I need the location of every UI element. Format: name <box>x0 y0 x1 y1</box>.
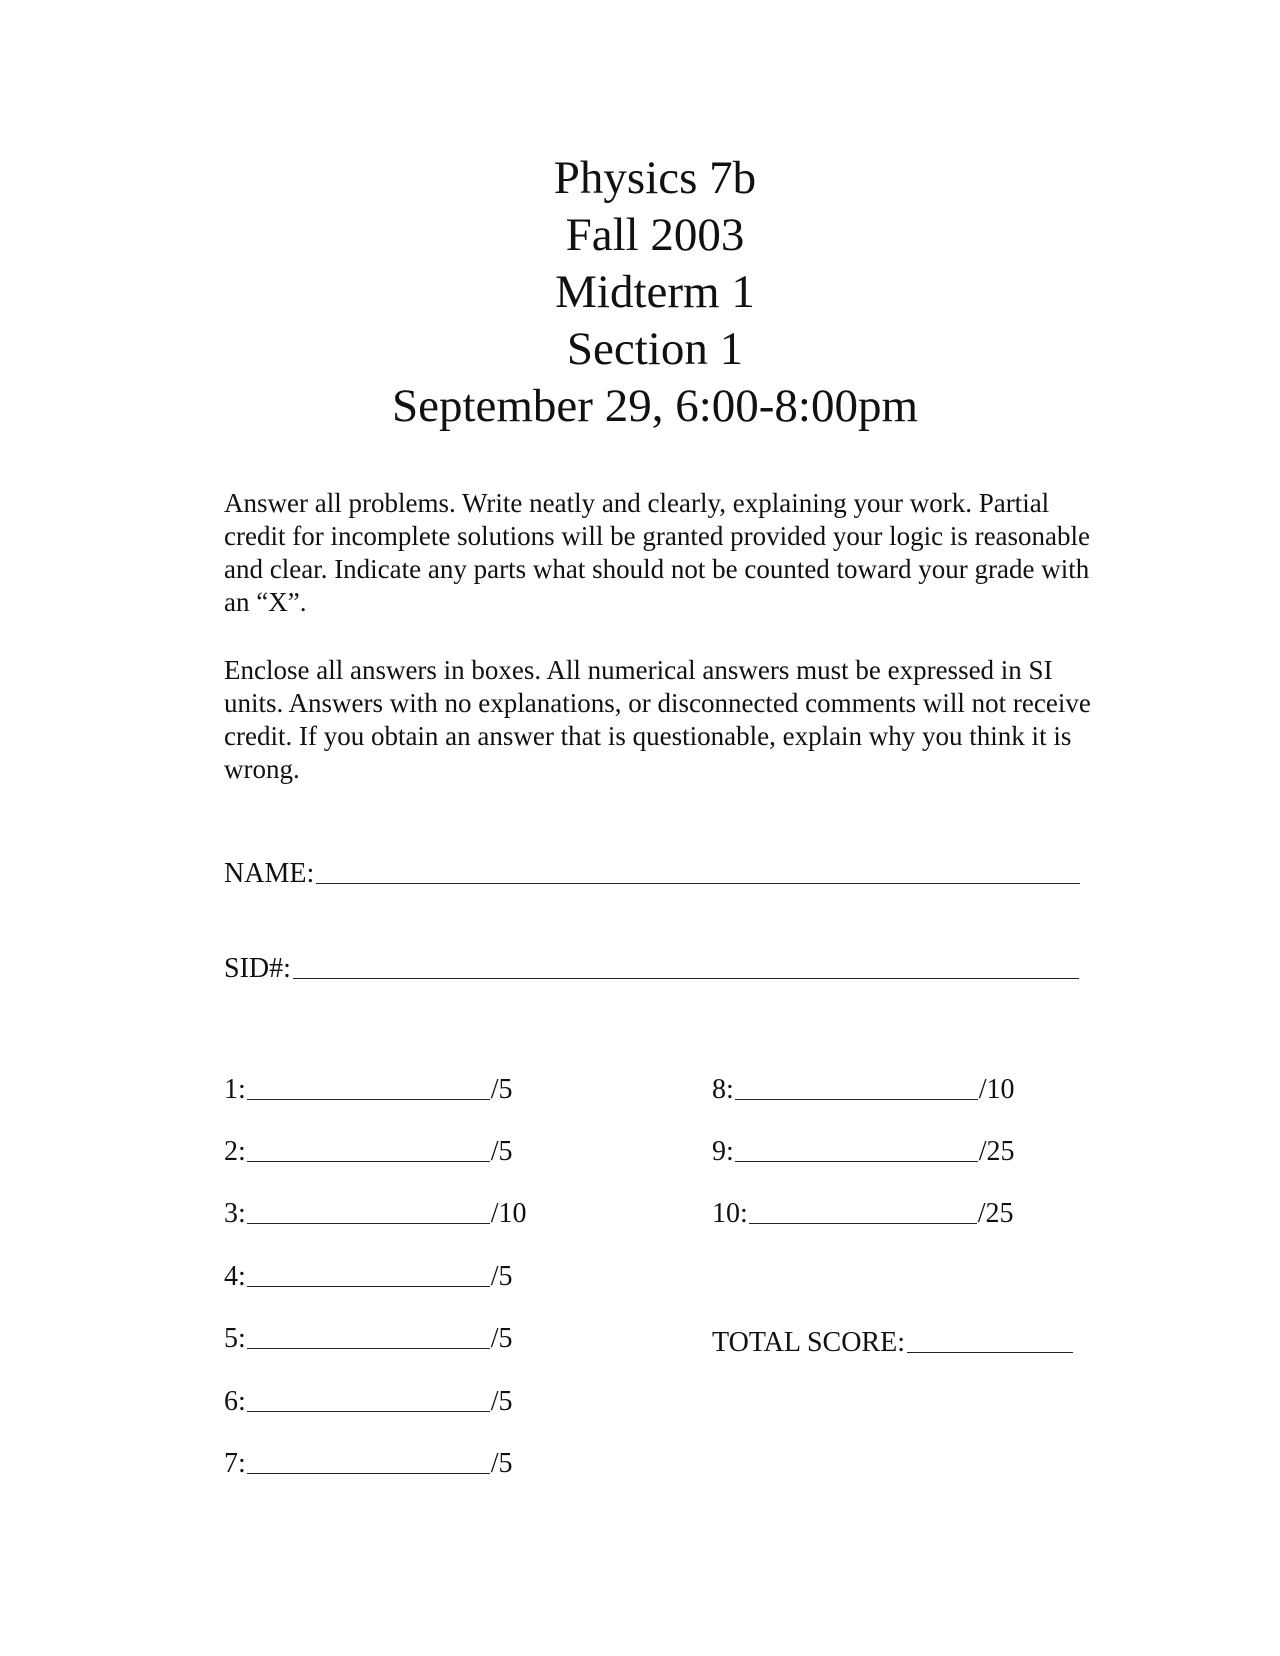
score-label: 6: <box>224 1386 246 1417</box>
section: Section 1 <box>566 323 744 375</box>
score-label: 2: <box>224 1136 246 1167</box>
score-label: 1: <box>224 1074 246 1105</box>
instructions-paragraph-2: Enclose all answers in boxes. All numerical answers must be expressed in SI units. Answers with no explanations, or disconnected comments will not receive credit. If you obtain an answer that is questionable, explain why you think it is wrong. <box>224 655 1091 784</box>
score-row-9[interactable] <box>712 1135 1015 1169</box>
score-max: /5 <box>490 1448 513 1479</box>
score-max: /5 <box>490 1261 513 1292</box>
instructions-paragraph-1: Answer all problems. Write neatly and clearly, explaining your work. Partial credit for incomplete solutions will be granted provided your logic is reasonable and clear. Indicate any parts what should not be counted toward your grade with an “X”. <box>224 488 1091 617</box>
score-blank-line[interactable] <box>247 1411 490 1412</box>
score-blank-line[interactable] <box>247 1348 490 1349</box>
score-max: /10 <box>490 1198 527 1229</box>
sid-label: SID#: <box>224 953 291 984</box>
score-row-6[interactable] <box>224 1385 513 1419</box>
sid-blank-line[interactable] <box>293 978 1079 979</box>
exam-date-time: September 29, 6:00-8:00pm <box>391 380 919 432</box>
score-row-8[interactable] <box>712 1073 1015 1107</box>
score-max: /5 <box>490 1074 513 1105</box>
score-row-2[interactable] <box>224 1135 513 1169</box>
score-label: 7: <box>224 1448 246 1479</box>
total-score-label: TOTAL SCORE: <box>712 1327 905 1358</box>
score-max: /5 <box>490 1136 513 1167</box>
score-label: 3: <box>224 1198 246 1229</box>
total-score-field[interactable] <box>712 1326 1073 1360</box>
score-blank-line[interactable] <box>247 1473 490 1474</box>
course-title: Physics 7b <box>553 152 757 204</box>
score-label: 9: <box>712 1136 734 1167</box>
score-row-1[interactable] <box>224 1073 513 1107</box>
score-label: 5: <box>224 1323 246 1354</box>
exam-name: Midterm 1 <box>555 266 755 318</box>
score-blank-line[interactable] <box>247 1223 490 1224</box>
score-row-4[interactable] <box>224 1260 513 1294</box>
score-blank-line[interactable] <box>247 1161 490 1162</box>
score-label: 10: <box>712 1198 748 1229</box>
score-max: /5 <box>490 1323 513 1354</box>
exam-title-block <box>0 150 1280 435</box>
name-field[interactable] <box>224 857 1080 891</box>
score-label: 4: <box>224 1261 246 1292</box>
name-blank-line[interactable] <box>316 883 1080 884</box>
score-blank-line[interactable] <box>749 1223 977 1224</box>
name-label: NAME: <box>224 858 315 889</box>
score-blank-line[interactable] <box>735 1099 978 1100</box>
score-max: /25 <box>977 1198 1014 1229</box>
score-label: 8: <box>712 1074 734 1105</box>
total-score-blank-line[interactable] <box>907 1352 1073 1353</box>
score-max: /10 <box>978 1074 1015 1105</box>
term: Fall 2003 <box>565 209 745 261</box>
score-blank-line[interactable] <box>735 1161 978 1162</box>
score-row-7[interactable] <box>224 1447 513 1481</box>
score-max: /5 <box>490 1386 513 1417</box>
score-max: /25 <box>978 1136 1015 1167</box>
score-blank-line[interactable] <box>247 1286 490 1287</box>
score-blank-line[interactable] <box>247 1099 490 1100</box>
sid-field[interactable] <box>224 952 1079 986</box>
score-row-3[interactable] <box>224 1197 527 1231</box>
score-row-5[interactable] <box>224 1322 513 1356</box>
score-row-10[interactable] <box>712 1197 1014 1231</box>
